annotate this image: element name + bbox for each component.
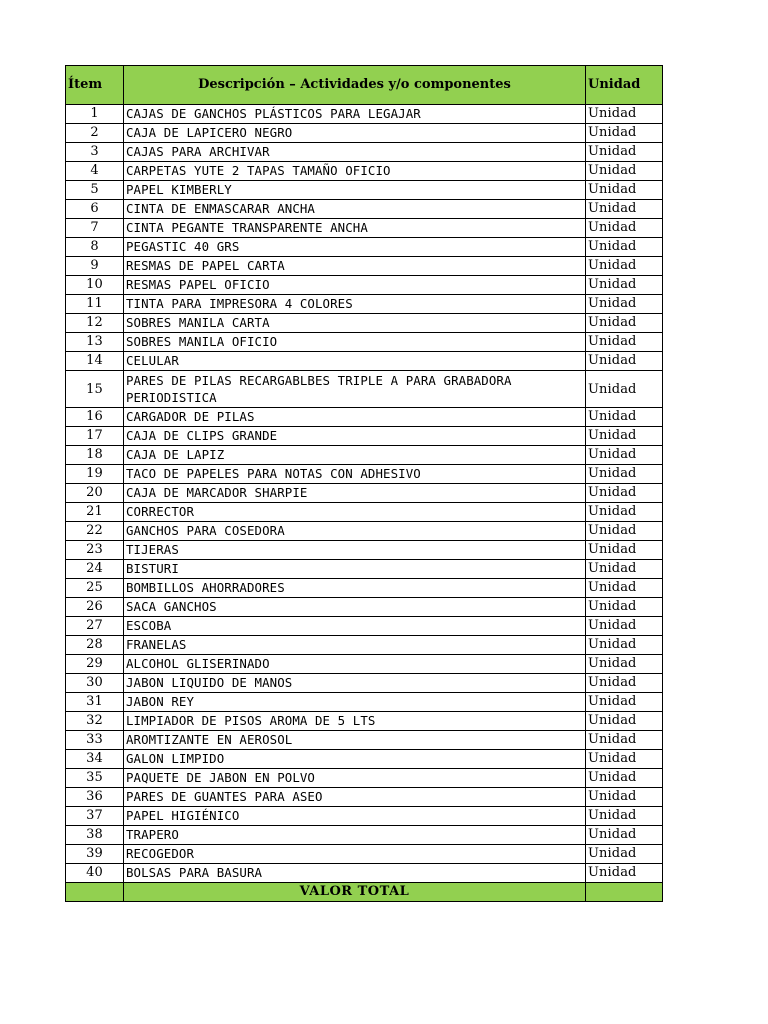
table-row: [66, 864, 663, 883]
row-description: LIMPIADOR DE PISOS AROMA DE 5 LTS: [124, 712, 586, 731]
row-unit: Unidad: [586, 200, 663, 219]
table-row: [66, 238, 663, 257]
row-unit: Unidad: [586, 750, 663, 769]
row-description: CAJA DE LAPICERO NEGRO: [124, 124, 586, 143]
row-description: CARPETAS YUTE 2 TAPAS TAMAÑO OFICIO: [124, 162, 586, 181]
table-row: [66, 446, 663, 465]
row-number: 3: [66, 143, 124, 162]
table-row: [66, 465, 663, 484]
table-row: [66, 826, 663, 845]
row-number: 9: [66, 257, 124, 276]
row-description: RESMAS PAPEL OFICIO: [124, 276, 586, 295]
row-description: PAPEL HIGIÉNICO: [124, 807, 586, 826]
items-table: [65, 65, 663, 902]
table-row: [66, 181, 663, 200]
row-unit: Unidad: [586, 465, 663, 484]
row-unit: Unidad: [586, 503, 663, 522]
row-unit: Unidad: [586, 181, 663, 200]
table-row: [66, 427, 663, 446]
row-number: 1: [66, 105, 124, 124]
row-unit: Unidad: [586, 427, 663, 446]
total-label: VALOR TOTAL: [124, 883, 586, 902]
row-number: 36: [66, 788, 124, 807]
row-unit: Unidad: [586, 807, 663, 826]
row-number: 23: [66, 541, 124, 560]
table-row: [66, 655, 663, 674]
row-number: 38: [66, 826, 124, 845]
row-description: GANCHOS PARA COSEDORA: [124, 522, 586, 541]
table-row: [66, 731, 663, 750]
row-unit: Unidad: [586, 560, 663, 579]
row-description: BOLSAS PARA BASURA: [124, 864, 586, 883]
row-number: 33: [66, 731, 124, 750]
row-unit: Unidad: [586, 124, 663, 143]
row-number: 35: [66, 769, 124, 788]
row-number: 20: [66, 484, 124, 503]
row-description: JABON REY: [124, 693, 586, 712]
table-row: [66, 352, 663, 371]
table-row: [66, 503, 663, 522]
row-description: SOBRES MANILA CARTA: [124, 314, 586, 333]
row-number: 12: [66, 314, 124, 333]
header-unit: Unidad: [586, 66, 663, 105]
table-row: [66, 522, 663, 541]
table-row: [66, 541, 663, 560]
row-unit: Unidad: [586, 864, 663, 883]
row-unit: Unidad: [586, 143, 663, 162]
row-unit: Unidad: [586, 446, 663, 465]
row-description: CINTA DE ENMASCARAR ANCHA: [124, 200, 586, 219]
table-row: [66, 371, 663, 408]
table-row: [66, 314, 663, 333]
table-row: [66, 617, 663, 636]
row-description: CAJA DE CLIPS GRANDE: [124, 427, 586, 446]
row-unit: Unidad: [586, 693, 663, 712]
total-empty-cell: [66, 883, 124, 902]
row-number: 2: [66, 124, 124, 143]
header-description: Descripción – Actividades y/o componentes: [124, 66, 586, 105]
total-value-cell: [586, 883, 663, 902]
row-number: 24: [66, 560, 124, 579]
table-row: [66, 769, 663, 788]
row-description: CINTA PEGANTE TRANSPARENTE ANCHA: [124, 219, 586, 238]
row-number: 32: [66, 712, 124, 731]
row-unit: Unidad: [586, 731, 663, 750]
row-description: CAJA DE MARCADOR SHARPIE: [124, 484, 586, 503]
row-description: PAQUETE DE JABON EN POLVO: [124, 769, 586, 788]
row-description: PARES DE GUANTES PARA ASEO: [124, 788, 586, 807]
table-row: [66, 560, 663, 579]
row-unit: Unidad: [586, 257, 663, 276]
row-description: TIJERAS: [124, 541, 586, 560]
table-row: [66, 219, 663, 238]
row-unit: Unidad: [586, 352, 663, 371]
row-unit: Unidad: [586, 674, 663, 693]
row-description: FRANELAS: [124, 636, 586, 655]
row-description: RECOGEDOR: [124, 845, 586, 864]
row-description: CAJA DE LAPIZ: [124, 446, 586, 465]
table-row: [66, 295, 663, 314]
row-description: PEGASTIC 40 GRS: [124, 238, 586, 257]
table-row: [66, 788, 663, 807]
row-unit: Unidad: [586, 655, 663, 674]
row-unit: Unidad: [586, 484, 663, 503]
table-row: [66, 712, 663, 731]
row-unit: Unidad: [586, 598, 663, 617]
row-description: ALCOHOL GLISERINADO: [124, 655, 586, 674]
row-number: 27: [66, 617, 124, 636]
row-number: 39: [66, 845, 124, 864]
row-number: 10: [66, 276, 124, 295]
row-unit: Unidad: [586, 617, 663, 636]
table-row: [66, 674, 663, 693]
table-body: [66, 105, 663, 883]
table-row: [66, 845, 663, 864]
row-number: 4: [66, 162, 124, 181]
row-number: 40: [66, 864, 124, 883]
row-number: 5: [66, 181, 124, 200]
row-description: CELULAR: [124, 352, 586, 371]
row-unit: Unidad: [586, 314, 663, 333]
row-description: BOMBILLOS AHORRADORES: [124, 579, 586, 598]
row-unit: Unidad: [586, 408, 663, 427]
row-description: PAPEL KIMBERLY: [124, 181, 586, 200]
row-unit: Unidad: [586, 276, 663, 295]
row-number: 37: [66, 807, 124, 826]
row-number: 34: [66, 750, 124, 769]
table-row: [66, 200, 663, 219]
row-number: 6: [66, 200, 124, 219]
table-row: [66, 257, 663, 276]
row-description: CAJAS DE GANCHOS PLÁSTICOS PARA LEGAJAR: [124, 105, 586, 124]
row-unit: Unidad: [586, 579, 663, 598]
table-row: [66, 105, 663, 124]
header-item: Ítem: [66, 66, 124, 105]
row-number: 21: [66, 503, 124, 522]
row-unit: Unidad: [586, 636, 663, 655]
table-row: [66, 807, 663, 826]
row-description: SOBRES MANILA OFICIO: [124, 333, 586, 352]
row-description: JABON LIQUIDO DE MANOS: [124, 674, 586, 693]
row-number: 29: [66, 655, 124, 674]
row-number: 31: [66, 693, 124, 712]
table-row: [66, 484, 663, 503]
row-unit: Unidad: [586, 788, 663, 807]
total-row: [66, 883, 663, 902]
table-row: [66, 333, 663, 352]
row-number: 30: [66, 674, 124, 693]
row-unit: Unidad: [586, 295, 663, 314]
row-description: TRAPERO: [124, 826, 586, 845]
row-number: 15: [66, 371, 124, 408]
row-unit: Unidad: [586, 371, 663, 408]
row-description: CARGADOR DE PILAS: [124, 408, 586, 427]
row-unit: Unidad: [586, 541, 663, 560]
row-number: 14: [66, 352, 124, 371]
row-number: 26: [66, 598, 124, 617]
row-unit: Unidad: [586, 522, 663, 541]
row-unit: Unidad: [586, 219, 663, 238]
table-row: [66, 124, 663, 143]
table-row: [66, 408, 663, 427]
row-number: 28: [66, 636, 124, 655]
table-row: [66, 750, 663, 769]
row-number: 17: [66, 427, 124, 446]
row-number: 19: [66, 465, 124, 484]
row-unit: Unidad: [586, 712, 663, 731]
table-row: [66, 162, 663, 181]
row-number: 11: [66, 295, 124, 314]
row-unit: Unidad: [586, 826, 663, 845]
row-unit: Unidad: [586, 845, 663, 864]
table-row: [66, 598, 663, 617]
row-number: 7: [66, 219, 124, 238]
table-row: [66, 143, 663, 162]
row-number: 18: [66, 446, 124, 465]
row-number: 16: [66, 408, 124, 427]
row-unit: Unidad: [586, 333, 663, 352]
table-row: [66, 693, 663, 712]
row-unit: Unidad: [586, 105, 663, 124]
row-description: AROMTIZANTE EN AEROSOL: [124, 731, 586, 750]
row-description: TACO DE PAPELES PARA NOTAS CON ADHESIVO: [124, 465, 586, 484]
row-unit: Unidad: [586, 238, 663, 257]
row-number: 13: [66, 333, 124, 352]
table-row: [66, 636, 663, 655]
header-row: [66, 66, 663, 105]
table-row: [66, 579, 663, 598]
row-unit: Unidad: [586, 162, 663, 181]
row-description: CORRECTOR: [124, 503, 586, 522]
row-description: GALON LIMPIDO: [124, 750, 586, 769]
row-description: SACA GANCHOS: [124, 598, 586, 617]
row-number: 25: [66, 579, 124, 598]
row-description: CAJAS PARA ARCHIVAR: [124, 143, 586, 162]
row-description: RESMAS DE PAPEL CARTA: [124, 257, 586, 276]
row-description: BISTURI: [124, 560, 586, 579]
row-description: PARES DE PILAS RECARGABLBES TRIPLE A PARA GRABADORA PERIODISTICA: [124, 371, 586, 408]
row-unit: Unidad: [586, 769, 663, 788]
row-description: ESCOBA: [124, 617, 586, 636]
table-row: [66, 276, 663, 295]
row-number: 8: [66, 238, 124, 257]
row-description: TINTA PARA IMPRESORA 4 COLORES: [124, 295, 586, 314]
row-number: 22: [66, 522, 124, 541]
